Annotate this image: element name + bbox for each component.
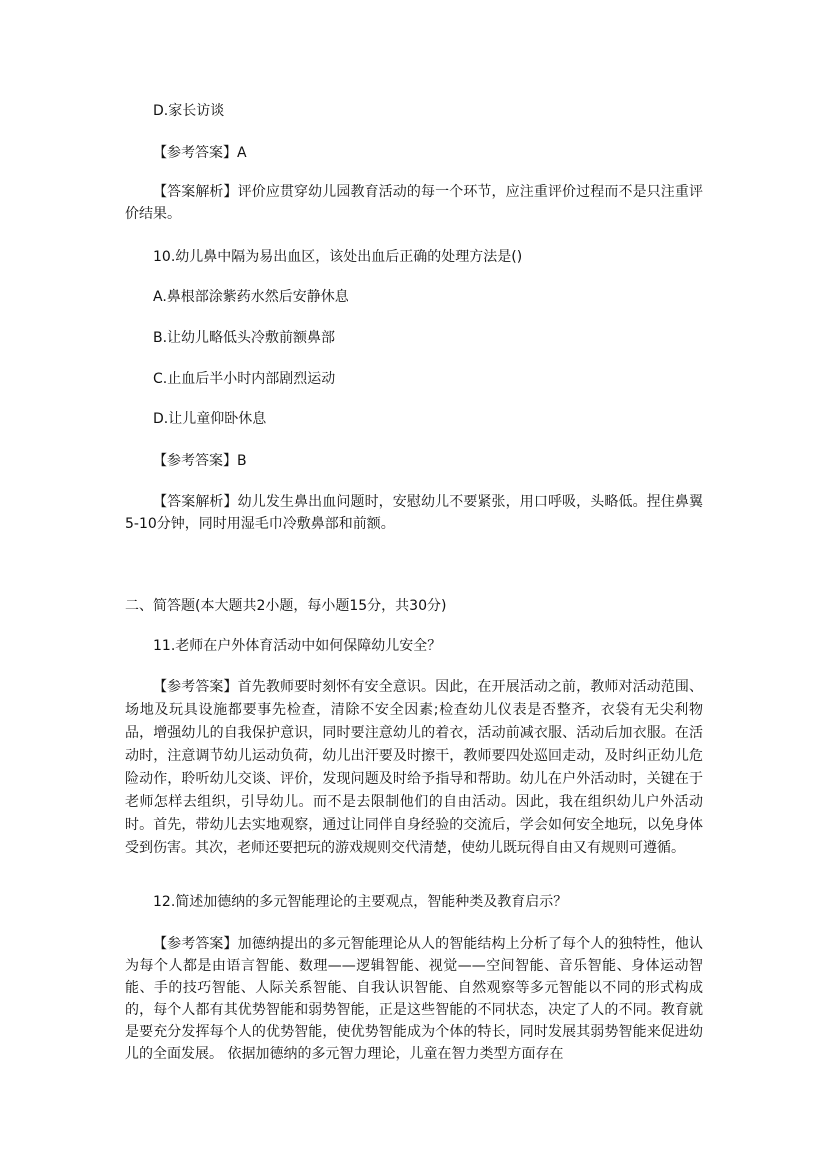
q10-option-c: C.止血后半小时内部剧烈运动 [153,371,336,387]
section-heading: 二、简答题(本大题共2小题，每小题15分，共30分) [125,598,447,614]
q10-analysis: 【答案解析】幼儿发生鼻出血问题时，安慰幼儿不要紧张，用口呼吸，头略低。捏住鼻翼5-10分钟，同时用湿毛巾冷敷鼻部和前额。 [125,494,703,532]
q12-answer: 【参考答案】加德纳提出的多元智能理论从人的智能结构上分析了每个人的独特性，他认为每个人都是由语言智能、数理——逻辑智能、视觉——空间智能、音乐智能、身体运动智能、手的技巧智能、人际关系智能、自我认识智能、自然观察等多元智能以不同的形式构成的，每个人都有其优势智能和弱势智能，正是这些智能的不同状态，决定了人的不同。教育就是要充分发挥每个人的优势智能，使优势智能成为个体的特长，同时发展其弱势智能来促进幼儿的全面发展。 依据加德纳的多元智力理论，儿童在智力类型方面存在 [125,936,703,1062]
q10-answer: 【参考答案】B [153,453,247,469]
q11-question: 11.老师在户外体育活动中如何保障幼儿安全？ [153,638,442,654]
q10-option-a: A.鼻根部涂紫药水然后安静休息 [153,289,349,305]
q9-analysis: 【答案解析】评价应贯穿幼儿园教育活动的每一个环节，应注重评价过程而不是只注重评价结果。 [125,184,703,222]
q10-option-d: D.让儿童仰卧休息 [153,411,267,427]
q9-answer: 【参考答案】A [153,145,247,161]
q12-question: 12.简述加德纳的多元智能理论的主要观点，智能种类及教育启示？ [153,894,568,910]
q10-question: 10.幼儿鼻中隔为易出血区，该处出血后正确的处理方法是() [153,249,523,265]
q11-answer: 【参考答案】首先教师要时刻怀有安全意识。因此，在开展活动之前，教师对活动范围、场地及玩具设施都要事先检查，清除不安全因素;检查幼儿仪表是否整齐，衣袋有无尖利物品，增强幼儿的自我保护意识，同时要注意幼儿的着衣，活动前减衣服、活动后加衣服。在活动时，注意调节幼儿运动负荷，幼儿出汗要及时擦干，教师要四处巡回走动，及时纠正幼儿危险动作，聆听幼儿交谈、评价，发现问题及时给予指导和帮助。幼儿在户外活动时，关键在于老师怎样去组织，引导幼儿。而不是去限制他们的自由活动。因此，我在组织幼儿户外活动时。首先，带幼儿去实地观察，通过让同伴自身经验的交流后，学会如何安全地玩，以免身体受到伤害。其次，老师还要把玩的游戏规则交代清楚，使幼儿既玩得自由又有规则可遵循。 [125,679,703,856]
q10-option-b: B.让幼儿略低头冷敷前额鼻部 [153,330,336,346]
q9-option-d: D.家长访谈 [153,103,225,119]
